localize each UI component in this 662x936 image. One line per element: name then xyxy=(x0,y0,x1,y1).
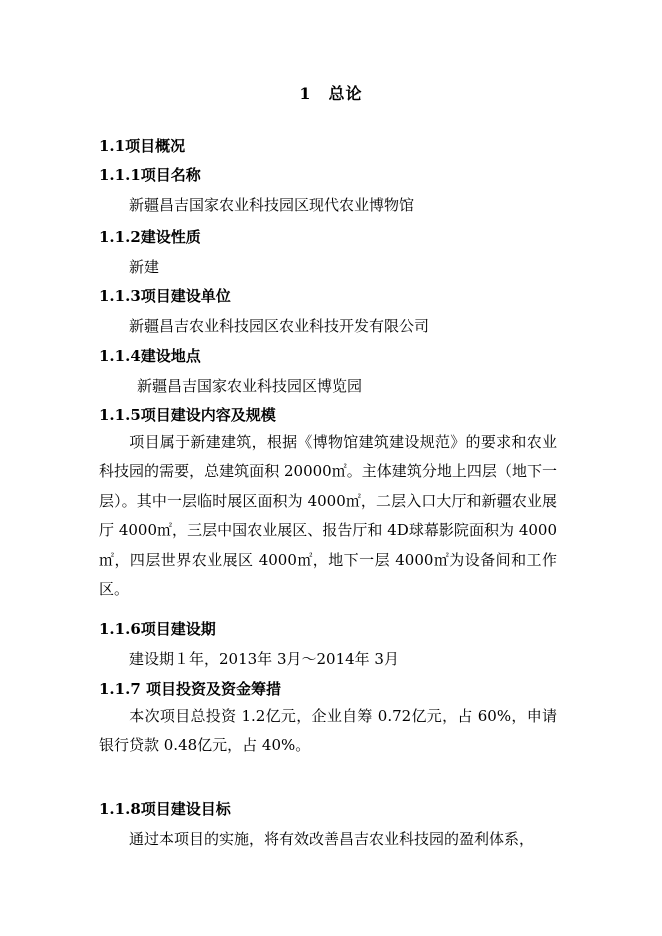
construction-period-text: 建设期１年，2013年 3月～2014年 3月 xyxy=(129,650,399,668)
project-name-text: 新疆昌吉国家农业科技园区现代农业博物馆 xyxy=(129,196,415,214)
section-heading-project-name: 1.1.1项目名称 xyxy=(99,166,201,184)
section-heading-construction-unit: 1.1.3项目建设单位 xyxy=(99,287,231,305)
section-heading-construction-scale: 1.1.5项目建设内容及规模 xyxy=(99,406,276,424)
construction-scale-text: 项目属于新建建筑，根据《博物馆建筑建设规范》的要求和农业科技园的需要，总建筑面积 20000㎡。主体建筑分地上四层（地下一层）。其中一层临时展区面积为 4000㎡，二层入口大厅和新疆农业展厅 4000㎡，三层中国农业展区、报告厅和 4D球幕影院面积为 4000㎡，四层世界农业展区 4000㎡，地下一层 4000㎡为设备间和工作区。 xyxy=(99,433,557,599)
section-heading-investment: 1.1.7 项目投资及资金筹措 xyxy=(99,680,281,698)
section-heading-1-1: 1.1项目概况 xyxy=(99,137,186,155)
investment-paragraph xyxy=(99,702,557,761)
section-heading-construction-period: 1.1.6项目建设期 xyxy=(99,620,216,638)
construction-site-text: 新疆昌吉国家农业科技园区博览园 xyxy=(137,377,363,395)
investment-text: 本次项目总投资 1.2亿元，企业自筹 0.72亿元，占 60%，申请银行贷款 0.48亿元，占 40%。 xyxy=(99,707,557,755)
construction-nature-text: 新建 xyxy=(129,258,160,276)
chapter-title: 1 总论 xyxy=(299,84,363,103)
section-heading-construction-nature: 1.1.2建设性质 xyxy=(99,228,201,246)
section-heading-construction-goal: 1.1.8项目建设目标 xyxy=(99,800,231,818)
construction-scale-paragraph xyxy=(99,428,557,604)
construction-unit-text: 新疆昌吉农业科技园区农业科技开发有限公司 xyxy=(129,317,430,335)
section-heading-construction-site: 1.1.4建设地点 xyxy=(99,347,201,365)
construction-goal-text: 通过本项目的实施，将有效改善昌吉农业科技园的盈利体系， xyxy=(129,830,535,848)
